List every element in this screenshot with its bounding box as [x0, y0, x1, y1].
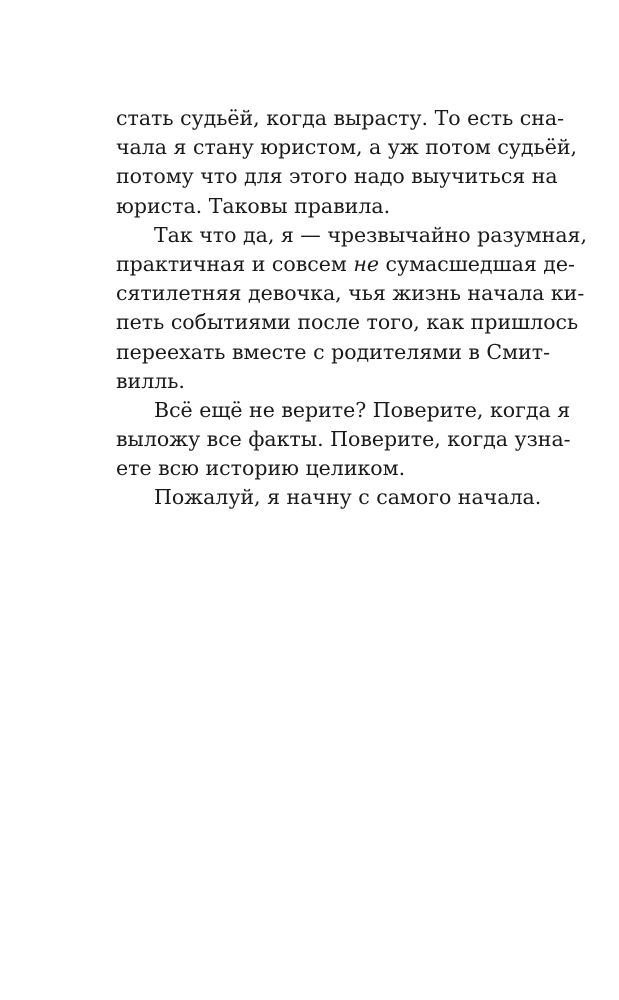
emphasis-word: не: [353, 251, 379, 276]
text-line: Всё ещё не верите? Поверите, когда я: [154, 397, 571, 422]
text-line: выложу все факты. Поверите, когда узна-: [116, 427, 571, 452]
text-line: переехать вместе с родителями в Смит-: [116, 339, 550, 364]
text-line: стать судьёй, когда вырасту. То есть сна-: [116, 106, 565, 130]
text-line: ете всю историю целиком.: [116, 456, 406, 481]
text-line: вилль.: [116, 368, 185, 393]
text-line: Пожалуй, я начну с самого начала.: [154, 485, 542, 510]
text-line: потому что для этого надо выучиться на: [116, 164, 558, 189]
text-line: Так что да, я — чрезвычайно разумная,: [154, 222, 587, 247]
text-line: чала я стану юристом, а уж потом судьёй,: [116, 135, 578, 160]
body-text: [116, 104, 587, 513]
text-line: юриста. Таковы правила.: [116, 193, 391, 218]
text-segment: сумасшедшая де-: [385, 251, 575, 276]
text-line: сятилетняя девочка, чья жизнь начала ки-: [116, 281, 585, 306]
text-line: [116, 250, 575, 279]
text-line: петь событиями после того, как пришлось: [116, 310, 579, 335]
text-segment: практичная и совсем: [116, 251, 347, 276]
